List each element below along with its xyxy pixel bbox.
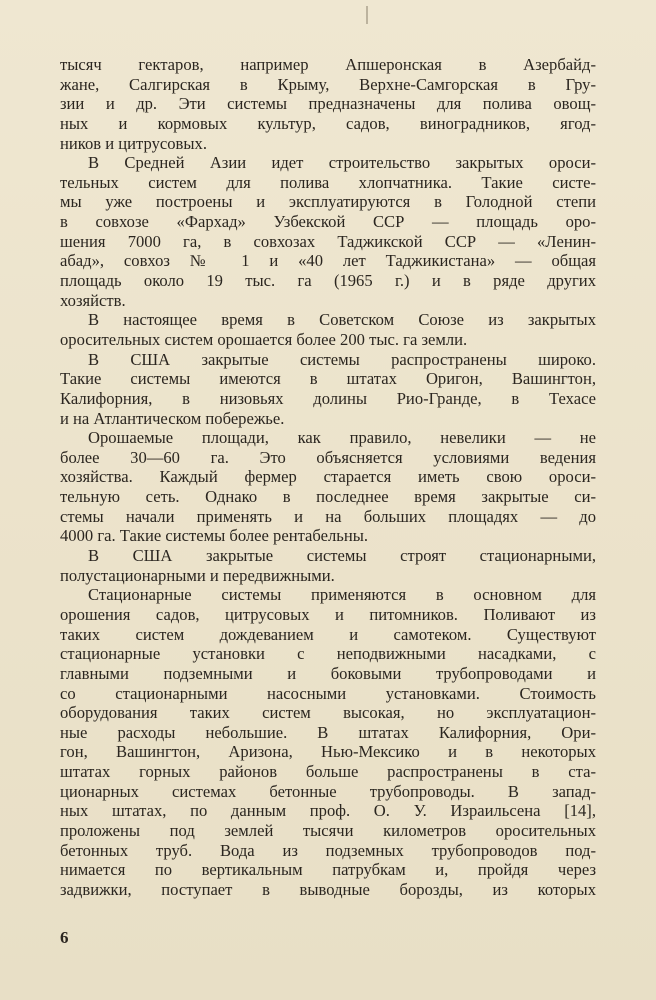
text-line: оборудования таких систем высокая, но эксплуатацион- xyxy=(60,703,596,723)
scan-mark xyxy=(366,6,368,24)
text-line: ционарных системах бетонные трубопроводы. В запад- xyxy=(60,781,596,801)
text-line: Такие системы имеются в штатах Оригон, Вашингтон, xyxy=(60,369,596,389)
page-number: 6 xyxy=(60,928,69,947)
text-line: бетонных труб. Вода из подземных трубопроводов под- xyxy=(60,840,596,860)
text-line: гон, Вашингтон, Аризона, Нью-Мексико и в некоторых xyxy=(60,742,596,762)
text-line: стемы начали применять и на больших площадях — до xyxy=(60,506,596,526)
text-line: жане, Салгирская в Крыму, Верхне-Самгорская в Гру- xyxy=(60,74,596,94)
text-line: ные расходы небольшие. В штатах Калифорния, Ори- xyxy=(60,722,596,742)
text-line: орошения садов, цитрусовых и питомников. Поливают из xyxy=(60,604,596,624)
body-text xyxy=(60,55,596,900)
text-line: главными подземными и боковыми трубопроводами и xyxy=(60,663,596,683)
text-line: Стационарные системы применяются в основном для xyxy=(88,585,596,605)
text-line: задвижки, поступает в выводные борозды, из которых xyxy=(60,879,596,899)
text-line: и на Атлантическом побережье. xyxy=(60,408,285,428)
text-line: хозяйства. Каждый фермер старается иметь свою ороси- xyxy=(60,467,596,487)
text-line: мы уже построены и эксплуатируются в Голодной степи xyxy=(60,192,596,212)
text-line: в совхозе «Фархад» Узбекской ССР — площадь оро- xyxy=(60,212,596,232)
text-line: ных штатах, по данным проф. О. У. Израильсена [14], xyxy=(60,801,596,821)
text-line: оросительных систем орошается более 200 тыс. га земли. xyxy=(60,329,468,349)
text-line: тысяч гектаров, например Апшеронская в Азербайд- xyxy=(60,55,596,74)
text-line: шения 7000 га, в совхозах Таджикской ССР — «Ленин- xyxy=(60,231,596,251)
text-line: В Средней Азии идет строительство закрытых ороси- xyxy=(88,153,596,173)
text-line: В настоящее время в Советском Союзе из закрытых xyxy=(88,310,596,330)
text-line: В США закрытые системы распространены широко. xyxy=(88,349,596,369)
text-line: со стационарными насосными установками. Стоимость xyxy=(60,683,596,703)
text-line: В США закрытые системы строят стационарными, xyxy=(88,546,596,566)
text-line: таких систем дождеванием и самотеком. Существуют xyxy=(60,624,596,644)
text-line: штатах горных районов больше распространены в ста- xyxy=(60,762,596,782)
text-line: нимается по вертикальным патрубкам и, пройдя через xyxy=(60,860,596,880)
text-line: ных и кормовых культур, садов, виноградников, ягод- xyxy=(60,113,596,133)
text-line: тельную сеть. Однако в последнее время закрытые си- xyxy=(60,487,596,507)
text-line: 4000 га. Такие системы более рентабельны. xyxy=(60,526,369,546)
text-line: ников и цитрусовых. xyxy=(60,133,207,153)
text-line: полустационарными и передвижными. xyxy=(60,565,335,585)
text-line: тельных систем для полива хлопчатника. Такие систе- xyxy=(60,172,596,192)
text-line: зии и др. Эти системы предназначены для полива овощ- xyxy=(60,94,596,114)
text-line: Орошаемые площади, как правило, невелики — не xyxy=(88,428,596,448)
text-line: проложены под землей тысячи километров оросительных xyxy=(60,820,596,840)
text-line: хозяйств. xyxy=(60,290,126,310)
text-line: абад», совхоз № 1 и «40 лет Таджикистана» — общая xyxy=(60,251,596,271)
text-line: более 30—60 га. Это объясняется условиями ведения xyxy=(60,447,596,467)
text-line: Калифорния, в низовьях долины Рио-Гранде, в Техасе xyxy=(60,388,596,408)
text-line: площадь около 19 тыс. га (1965 г.) и в ряде других xyxy=(60,271,596,291)
text-line: стационарные установки с неподвижными насадками, с xyxy=(60,644,596,664)
